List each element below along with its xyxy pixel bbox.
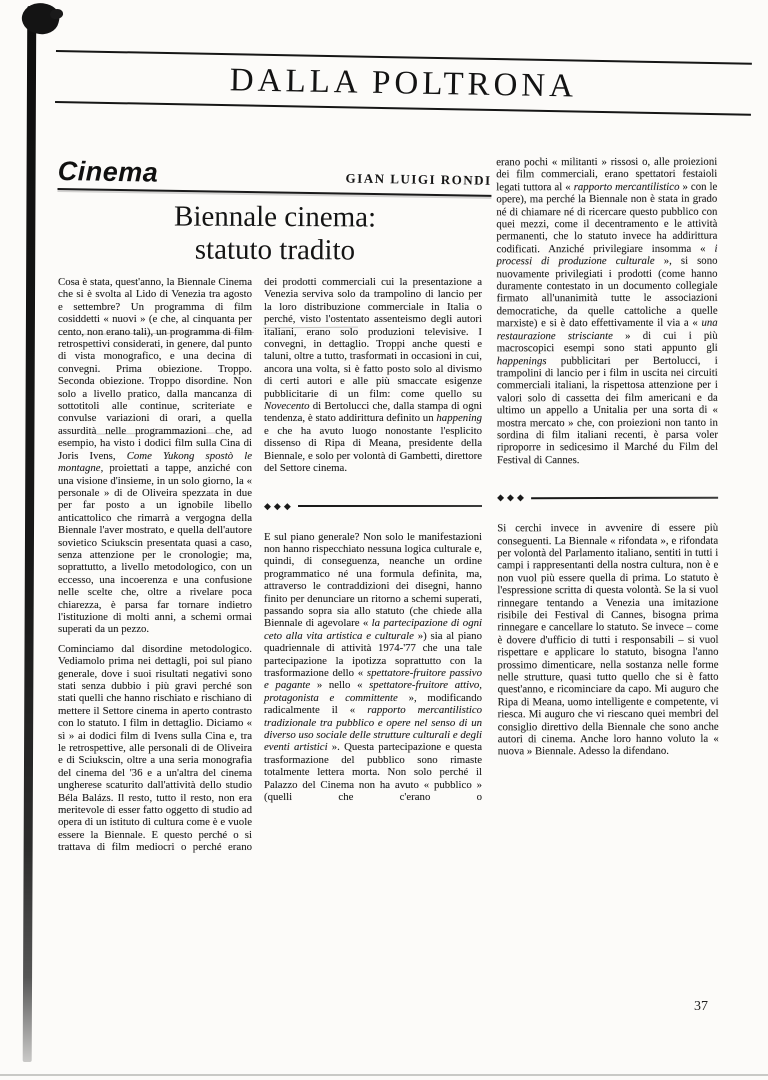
section-separator <box>264 502 482 511</box>
paragraph <box>264 531 482 804</box>
text-run: pubblicitari per Bertolucci, i trampolini di lancio per i film in uscita nei circuiti commerciali italiani, la rispettosa attenzione per i valori solo di cassetta dei film americani e da ultimo un appello a Unitalia per una sorta di « mostra mercato » che, con proiezioni non tanto in sordina di film italiani recenti, è parsa voler riproporre in sedicesimo il Marché du Film del Festival di Cannes. <box>496 354 718 467</box>
diamond-icon: ◆ <box>264 500 271 511</box>
article-title-line2: statuto tradito <box>194 233 356 267</box>
italic-text-run: happenings <box>496 354 547 367</box>
masthead-title: DALLA POLTRONA <box>229 62 578 105</box>
text-run: » di cui i più macroscopici esempi sono stati appunto gli <box>496 329 718 355</box>
diamond-icon: ◆ <box>283 500 291 511</box>
text-run: Cominciamo dal disordine metodologico. Vediamolo prima nei dettagli, poi sul piano generale, dove i suoi risultati negativi sono stati senza dubbio i più gravi perché son stati quelli che hanno rischiato e rischiano di mettere il Settore cinema in aperto contrasto con lo statuto. I film in dettaglio. Diciamo « sì » ai dodici film di Ivens sulla Cina e, tra le retrospettive, alle personali di de Oliveira e di Sciukscin, oltre a una seria monografia del cinema del '36 e a un'altra del cinema ungherese scaturito dall'attività dello studio Béla Balázs. Il resto, tutto il resto, non era meritevole di esser fatto oggetto di studio ad opera di un istituto di cultura come è e vuole essere la Biennale. E questo perché o si trattava di film mediocri o perché erano <box>58 642 252 854</box>
article-title-line1: Biennale cinema: <box>173 200 377 234</box>
text-run: E sul piano generale? Non solo le manifestazioni non hanno rispecchiato nessuna logica culturale e, quindi, di conseguenza, neanche un ordine programmatico né una formula definita, ma, attraverso le contraddizioni dei disegni, hanno finito per denunciare un ritorno a schemi superati, passando sopra sia allo statuto (che chiede alla Biennale di agevolare « <box>264 530 482 630</box>
italic-text-run: la partecipazione di ogni ceto alla vita artistica e culturale <box>264 617 482 642</box>
italic-text-run: i processi di produzione culturale <box>496 242 718 268</box>
text-run: », modificando radicalmente il « <box>264 691 482 717</box>
italic-text-run: Come Yukong spostò le montagne, <box>58 449 252 475</box>
column-2 <box>264 276 482 803</box>
text-run: dei prodotti commerciali cui la presentazione a Venezia serviva solo da trampolino di lancio per la loro distribuzione commerciale in Italia o perché, visto l'ostentato assenteismo degli autori italiani, erano solo produzioni televisive. I convegni, in dettaglio. Troppi anche questi e taluni, oltre a tutto, trasformati in occasioni in cui, ancora una volta, si è fatto posto solo al divismo di certi autori e alle più smaccate esigenze pubblicitarie di un film: come quello su <box>264 276 482 400</box>
text-run: » con le opere), ma perché la Biennale non è stata in grado né di chiamare né di ricercare questo pubblico con quei mezzi, come il decentramento e le attività permanenti, che lo statuto invece ha addirittura codificati. Anziché privilegiare insomma « <box>496 180 718 256</box>
article-title <box>58 200 492 268</box>
text-run: e che ha avuto luogo nonostante l'esplicito dissenso di Ripa di Meana, presidente della Biennale, e solo per volontà di Gambetti, direttore del Settore cinema. <box>264 424 482 475</box>
italic-text-run: rapporto mercantilistico <box>573 180 680 193</box>
text-run: Si cerchi invece in avvenire di essere più conseguenti. La Biennale « rifondata », e rifondata per volontà del Parlamento italiano, sentiti in tutti i campi i rappresentanti della nostra cultura, non è e non vuol più essere quella di prima. Lo statuto è l'espressione scritta di questa volontà. Se la si vuol rinnegare tentando a Venezia una imitazione risibile dei Festival di Cannes, bisogna prima rinnegare e cancellare lo statuto. Se invece – come è dovere d'ufficio di tutti i responsabili – si vuol rispettare e applicare lo statuto, bisogna l'anno prossimo dimenticare, nella sostanza nelle forme nelle strutture, quasi tutto quello che si è fatto quest'anno, e ricominciare da capo. Mi auguro che Ripa di Meana, uomo intelligente e competente, vi riesca. Mi auguro che vi riescano quei membri del consiglio direttivo della Biennale che sono anche autori di cinema. Anche loro hanno voluto la « nuova » Biennale. Adesso la difendano. <box>497 521 719 758</box>
text-run: Cosa è stata, quest'anno, la Biennale Cinema che si è svolta al Lido di Venezia tra agosto e settembre? Un programma di film cosiddetti « nuovi » (e che, al cinquanta per cento, non erano tali), un programma di film retrospettivi considerati, in genere, dal punto di vista monografico, e una decina di convegni. Prima obiezione. Troppo. Seconda obiezione. Troppo disordine. Non solo a livello pratico, dalla mancanza di sottotitoli alle continue, scriteriate e convulse variazioni di orari, a quella assurdità nelle programmazioni che, ad esempio, ha visto i dodici film sulla Cina di Joris Ivens, <box>58 276 252 462</box>
diamond-icon: ◆ <box>516 492 524 503</box>
text-run: di Bertolucci che, dalla stampa di ogni tendenza, è stato addirittura definito un <box>264 400 482 425</box>
bottom-edge-line <box>0 1074 768 1076</box>
paragraph <box>264 276 482 475</box>
section-separator <box>497 493 718 503</box>
diamond-icon: ◆ <box>497 492 505 503</box>
italic-text-run: spettatore-fruitore passivo e pagante <box>264 666 482 692</box>
scan-edge-left <box>23 6 37 1062</box>
paragraph <box>58 276 252 636</box>
text-run: » nello « <box>310 679 370 692</box>
paragraph <box>497 522 719 758</box>
italic-text-run: spettatore-fruitore attivo, protagonista e committente <box>264 679 482 704</box>
text-run: », si sono nuovamente privilegiati i prodotti (come hanno duramente contestato in un documento collegiale firmato all'unanimità tutte le associazioni democratiche, da quelle cattoliche a quelle marxiste) e si è dato effettivamente il via a « <box>496 254 718 330</box>
column-3 <box>496 156 719 758</box>
italic-text-run: una restaurazione strisciante <box>496 316 718 342</box>
text-run: proiettati a tappe, anziché con una visione d'insieme, in un solo giorno, la « personale » di de Oliveira spezzata in due per far posto a un ignobile libello anticattolico che rimarrà a vergogna della Biennale l'aver mostrato, e quella dell'autore sovietico Sciukscin presentata quasi a caso, senza attenzione per le cronologie; ma, soprattutto, a livello metodologico, con un eccesso, una incoerenza e una confusione nelle scelte che, oltre a rivelare poca chiarezza, è parsa far tornare indietro l'istituzione di molti anni, a schemi ormai superati da un pezzo. <box>58 462 252 636</box>
text-run: erano pochi « militanti » rissosi o, alle proiezioni dei film commerciali, erano spettatori festaioli legati tuttora al « <box>496 155 718 194</box>
italic-text-run: Novecento <box>264 400 310 413</box>
text-run: ») sia al piano quadriennale di attività 1974-'77 che una tale partecipazione la ipotizza soprattutto con la trasformazione dello « <box>264 629 482 679</box>
section-label: Cinema <box>57 156 159 188</box>
masthead <box>55 50 752 116</box>
paragraph <box>496 156 718 467</box>
italic-text-run: happening <box>436 412 482 425</box>
section-header <box>57 157 491 197</box>
byline: GIAN LUIGI RONDI <box>345 170 492 188</box>
separator-rule <box>298 505 482 507</box>
column-1 <box>58 276 252 854</box>
diamond-icon: ◆ <box>507 492 514 503</box>
diamond-icon: ◆ <box>273 500 281 511</box>
italic-text-run: rapporto mercantilistico tradizionale tra pubblico e opere nel senso di un diverso uso sociale delle strutture culturali e degli eventi artistici <box>264 704 483 754</box>
separator-rule <box>531 496 718 498</box>
page-number: 37 <box>694 999 708 1014</box>
paragraph <box>58 643 252 854</box>
text-run: ». Questa partecipazione e questa trasformazione del pubblico sono rimaste totalmente lettera morta. Non solo perché il Palazzo del Cinema non ha avuto « pubblico » (quelli che c'erano o <box>264 741 482 804</box>
